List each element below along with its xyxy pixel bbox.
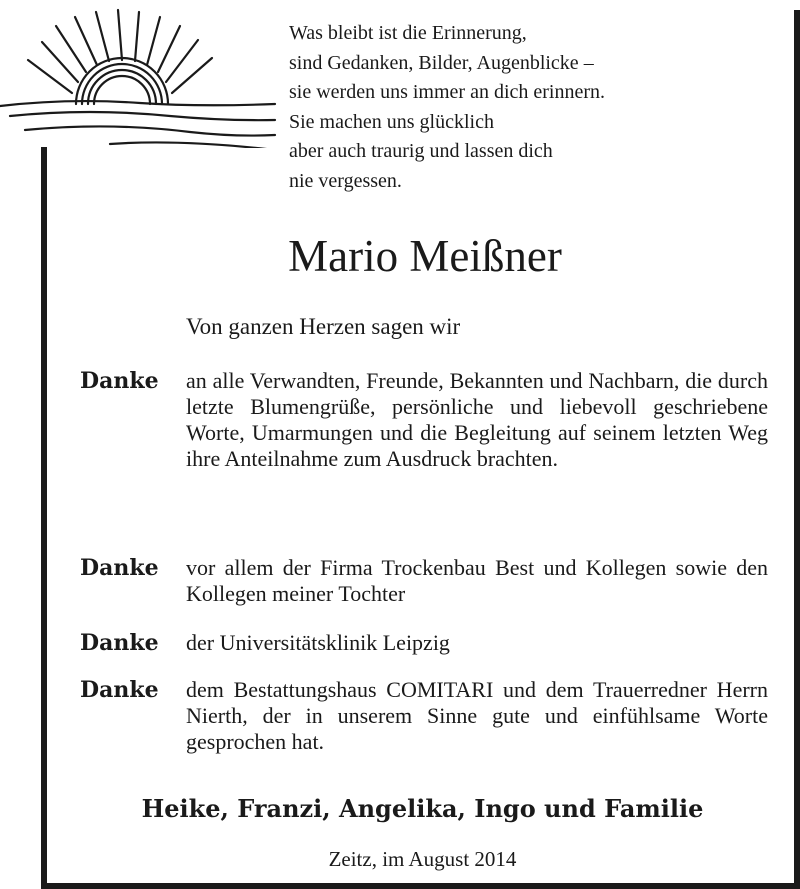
- rising-sun-icon: [0, 8, 280, 148]
- thanks-entry: [80, 368, 768, 472]
- thanks-entry: [80, 555, 768, 607]
- poem-line: aber auch traurig und lassen dich: [289, 140, 553, 162]
- thanks-label: Danke: [80, 677, 159, 703]
- thanks-entry: [80, 677, 768, 755]
- memorial-poem: [289, 19, 605, 196]
- poem-line: sind Gedanken, Bilder, Augenblicke –: [289, 51, 594, 74]
- poem-line: Sie machen uns glücklich: [289, 110, 494, 133]
- thanks-entry: [80, 630, 768, 656]
- thanks-text: vor allem der Firma Trockenbau Best und Kollegen sowie den Kollegen meiner Tochter: [186, 555, 768, 606]
- poem-line: sie werden uns immer an dich erinnern.: [289, 81, 606, 103]
- deceased-name: Mario Meißner: [288, 231, 562, 281]
- frame-right-border: [794, 10, 800, 889]
- place-date: Zeitz, im August 2014: [328, 847, 517, 871]
- family-signature: Heike, Franzi, Angelika, Ingo und Familie: [141, 794, 704, 823]
- thanks-text: dem Bestattungshaus COMITARI und dem Trauerredner Herrn Nierth, der in unserem Sinne gute und einfühlsame Worte gesprochen hat.: [186, 677, 768, 754]
- thanks-label: Danke: [80, 555, 159, 581]
- thanks-text: der Universitätsklinik Leipzig: [186, 630, 450, 655]
- thanks-label: Danke: [80, 368, 159, 394]
- frame-bottom-border: [41, 883, 800, 889]
- intro-line: Von ganzen Herzen sagen wir: [186, 314, 461, 339]
- poem-line: Was bleibt ist die Erinnerung,: [289, 22, 527, 44]
- thanks-label: Danke: [80, 630, 159, 656]
- thanks-text: an alle Verwandten, Freunde, Bekannten und Nachbarn, die durch letzte Blumengrüße, persönliche und liebevoll geschriebene Worte, Umarmungen und die Begleitung auf seinem letzten Weg ihre Anteilnahme zum Ausdruck brachten.: [186, 368, 768, 471]
- poem-line: nie vergessen.: [289, 169, 402, 192]
